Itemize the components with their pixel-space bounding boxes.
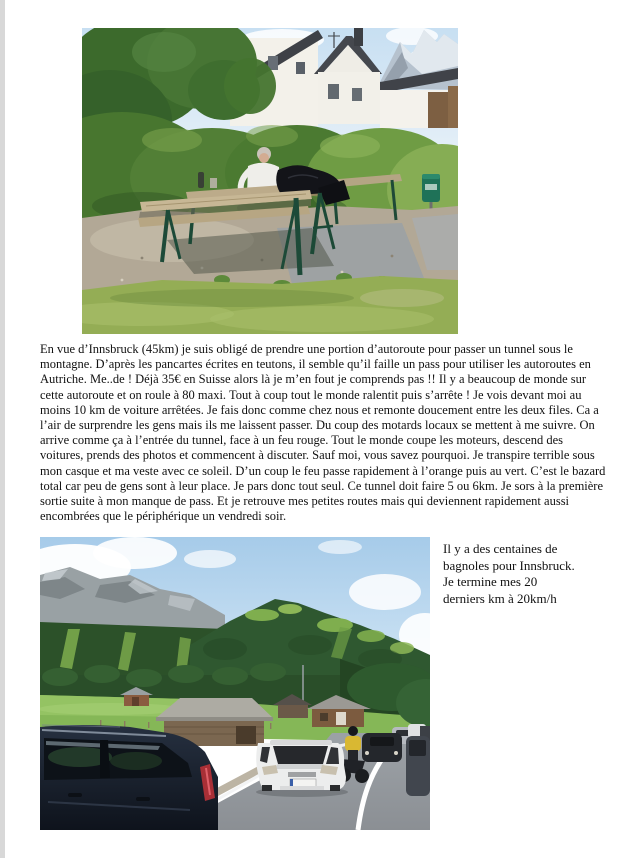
- white-car: [256, 740, 348, 797]
- picnic-photo-illustration: [82, 28, 458, 334]
- traffic-photo: [40, 537, 430, 830]
- page-gutter: [0, 0, 5, 858]
- picnic-photo: [82, 28, 458, 334]
- body-paragraph: En vue d’Innsbruck (45km) je suis obligé de prendre une portion d’autoroute pour passer un tunnel sous le montagne. D’après les pancartes écrites en teutons, il semble qu’il faille un pass pour utiliser les autoroutes en Autriche. Me..de ! Déjà 35€ en Suisse alors là je m’en fout je comprends pas !! Il y a beaucoup de monde sur cette autoroute et on roule à 80 maxi. Tout à coup tout le monde ralentit puis s’arrête ! Je vois devant moi au moins 10 km de voiture arrêtées. Je fais donc comme chez nous et remonte doucement entre les deux files. Ca a l’air de surprendre les gens mais ils me laissent passer. Du coup des motards locaux se mettent à me suivre. On arrive comme ça à l’entrée du tunnel, face à un feu rouge. Tout le monde coupe les moteurs, descend des voitures, prends des photos et commencent à discuter. Sauf moi, vous savez pourquoi. Je transpire terrible sous mon casque et ma veste avec ce soleil. D’un coup le feu passe rapidement à l’orange puis au vert. C’est le bazard total car peu de gens sont à leur place. Je pars donc tout seul. Ce tunnel doit faire 5 ou 6km. Je sors à la première sortie suite à mon manque de pass. Et je retrouve mes petites routes mais qui deviennent rapidement aussi encombrées que le périphérique un vendredi soir.: [40, 342, 606, 524]
- traffic-photo-illustration: [40, 537, 430, 830]
- photo-caption: Il y a des centaines de bagnoles pour Innsbruck. Je termine mes 20 derniers km à 20km/h: [443, 541, 575, 606]
